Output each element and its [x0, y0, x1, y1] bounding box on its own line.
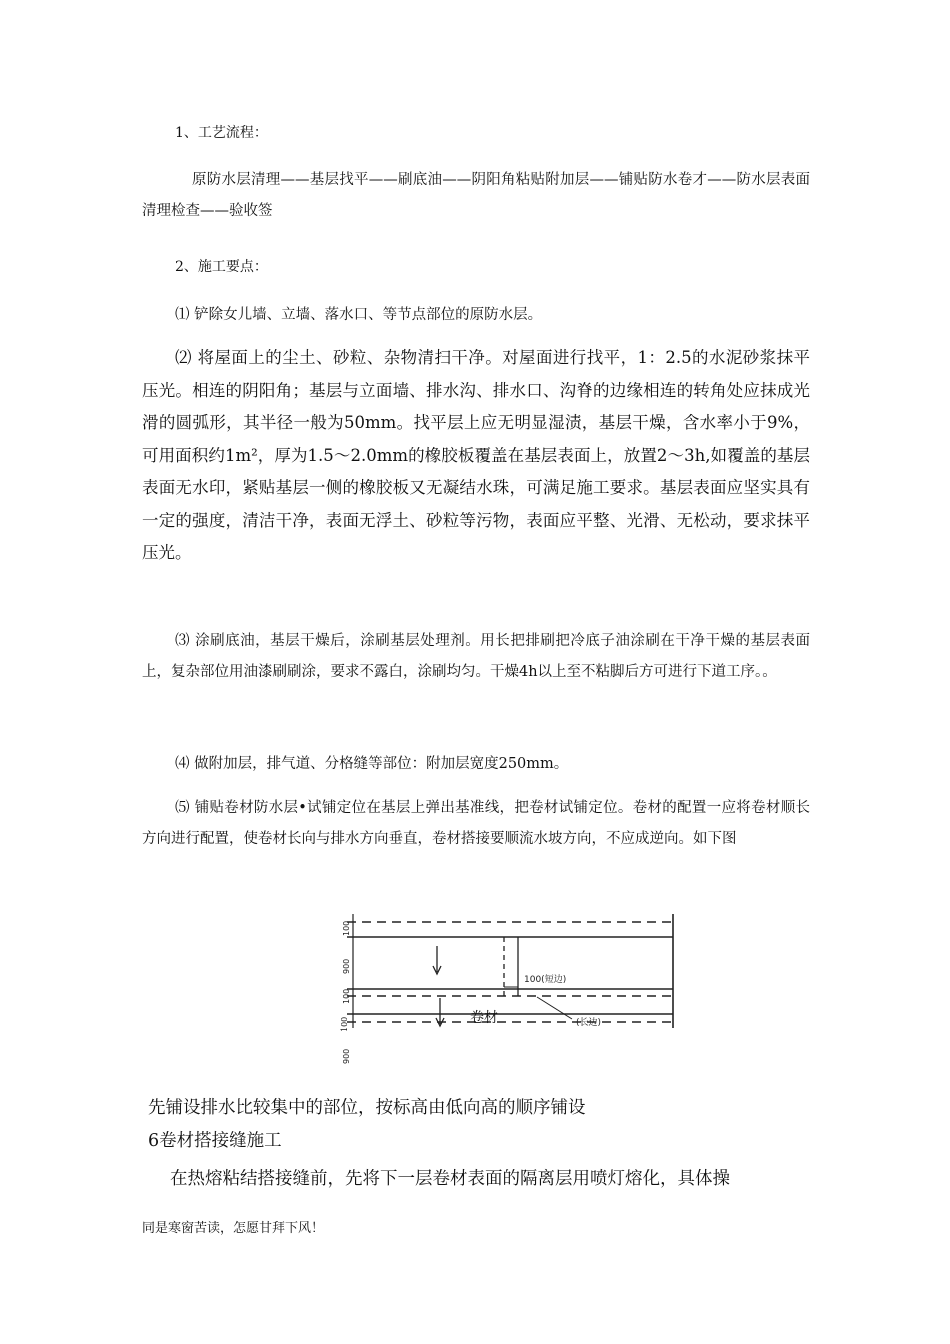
dim-label-4: 900 [342, 1048, 351, 1064]
process-flow-text: 原防水层清理——基层找平——刷底油——阴阳角粘贴附加层——铺贴防水卷才——防水层表面清理检查——验收签 [142, 172, 810, 219]
dim-label-1: 100 [342, 920, 351, 936]
section-heading-seam: 6卷材搭接缝施工 [148, 1131, 282, 1151]
seam-paragraph: 在热熔粘结搭接缝前，先将下一层卷材表面的隔离层用喷灯熔化，具体操 [170, 1169, 730, 1189]
dim-label-5: 100 [340, 1016, 349, 1032]
key-point-3: ⑶ 涂刷底油，基层干燥后，涂刷基层处理剂。用长把排刷把冷底子油涂刷在干净干燥的基层表面上，复杂部位用油漆刷刷涂，要求不露白，涂刷均匀。干燥4h以上至不粘脚后方可进行下道工序。。 [142, 633, 810, 680]
key-point-1: ⑴ 铲除女儿墙、立墙、落水口、等节点部位的原防水层。 [175, 307, 543, 323]
diagram-caption: 先铺设排水比较集中的部位，按标高由低向高的顺序铺设 [148, 1098, 586, 1118]
short-edge-label: 100(短边) [524, 975, 567, 985]
long-edge-label: (长边) [576, 1018, 602, 1028]
key-point-5: ⑸ 铺贴卷材防水层•试铺定位在基层上弹出基准线，把卷材试铺定位。卷材的配置一应将卷材顺长方向进行配置，使卷材长向与排水方向垂直，卷材搭接要顺流水坡方向，不应成逆向。如下图 [142, 800, 810, 847]
key-point-4: ⑷ 做附加层，排气道、分格缝等部位：附加层宽度250mm。 [175, 756, 569, 772]
section-heading-process: 1、工艺流程： [175, 125, 268, 141]
footer-motto: 同是寒窗苦读，怎愿甘拜下风！ [142, 1221, 325, 1236]
material-label: 卷材 [470, 1010, 498, 1026]
key-point-2: ⑵ 将屋面上的尘土、砂粒、杂物清扫干净。对屋面进行找平，1：2.5的水泥砂浆抹平压光。相连的阴阳角；基层与立面墙、排水沟、排水口、沟脊的边缘相连的转角处应抹成光滑的圆弧形，其半径一般为50mm。找平层上应无明显湿渍，基层干燥，含水率小于9%，可用面积约1m²，厚为1.5～2.0mm的橡胶板覆盖在基层表面上，放置2～3h,如覆盖的基层表面无水印，紧贴基层一侧的橡胶板又无凝结水珠，可满足施工要求。基层表面应坚实具有一定的强度，清洁干净，表面无浮土、砂粒等污物，表面应平整、光滑、无松动，要求抹平压光。 [142, 348, 810, 562]
dim-label-2: 900 [342, 958, 351, 974]
membrane-layout-diagram [332, 914, 682, 1064]
leader-line [537, 997, 572, 1019]
section-heading-key-points: 2、施工要点： [175, 259, 268, 275]
dim-label-3: 100 [342, 988, 351, 1004]
